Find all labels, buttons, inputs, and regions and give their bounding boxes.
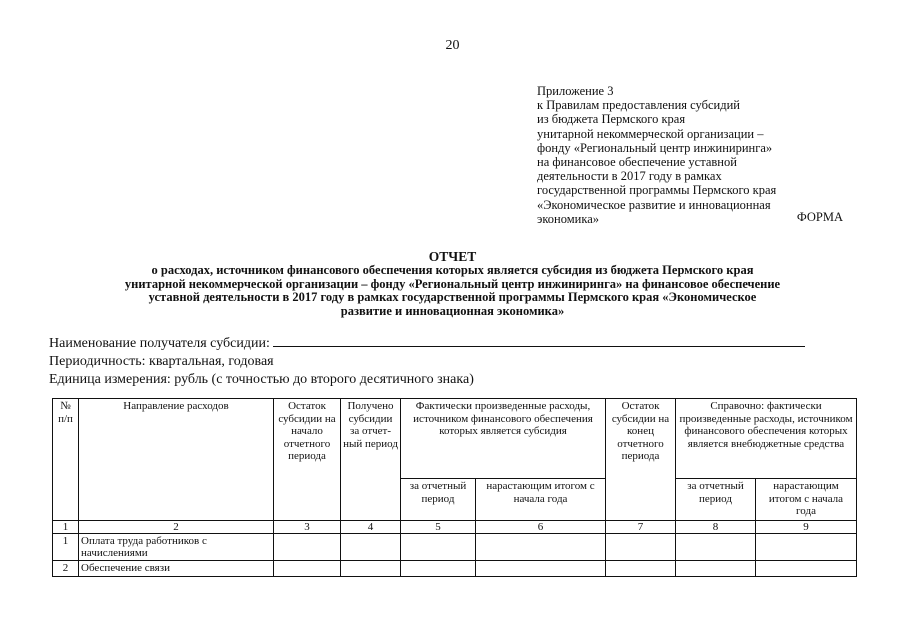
recipient-line xyxy=(49,333,849,353)
table-cell[interactable] xyxy=(606,534,676,561)
table-cell[interactable] xyxy=(341,561,401,577)
table-cell[interactable] xyxy=(401,561,476,577)
header-direction: Направление расходов xyxy=(79,399,274,521)
column-number: 3 xyxy=(274,521,341,534)
appendix-line: фонду «Региональный центр инжиниринга» xyxy=(537,140,773,155)
header-num: № п/п xyxy=(53,399,79,521)
report-subtitle-line: развитие и инновационная экономика» xyxy=(340,303,565,318)
recipient-blank-field[interactable] xyxy=(273,333,805,347)
appendix-line: деятельности в 2017 году в рамках xyxy=(537,169,722,184)
row-direction: Оплата труда работников с начислениями xyxy=(79,534,274,561)
page-number: 20 xyxy=(445,38,460,53)
column-number: 8 xyxy=(676,521,756,534)
header-actual-cumulative: нарастающим итогом с начала года xyxy=(476,479,606,521)
header-reference: Справочно: фактически произведенные расходы, источником финансового обеспечения которых является внебюджетные средства xyxy=(676,399,857,479)
table-cell[interactable] xyxy=(756,561,857,577)
header-balance-start: Остаток субсидии на начало отчетного периода xyxy=(274,399,341,521)
column-number: 2 xyxy=(79,521,274,534)
form-label: ФОРМА xyxy=(796,210,843,224)
appendix-line: на финансовое обеспечение уставной xyxy=(537,155,737,170)
unit-text: Единица измерения: рубль (с точностью до второго десятичного знака) xyxy=(49,372,474,387)
periodicity-text: Периодичность: квартальная, годовая xyxy=(49,354,274,369)
column-number: 9 xyxy=(756,521,857,534)
report-title-block xyxy=(40,249,865,318)
row-num: 1 xyxy=(53,534,79,561)
table-cell[interactable] xyxy=(606,561,676,577)
row-direction: Обеспечение связи xyxy=(79,561,274,577)
table-cell[interactable] xyxy=(476,561,606,577)
appendix-block xyxy=(537,84,867,226)
column-number: 4 xyxy=(341,521,401,534)
table-header-row xyxy=(53,399,857,479)
appendix-line: экономика» xyxy=(537,211,600,226)
header-received: Получено субсидии за отчет-ный период xyxy=(341,399,401,521)
table-cell[interactable] xyxy=(476,534,606,561)
table-row xyxy=(53,561,857,577)
header-ref-period: за отчетный период xyxy=(676,479,756,521)
row-num: 2 xyxy=(53,561,79,577)
appendix-line: «Экономическое развитие и инновационная xyxy=(537,197,771,212)
column-number: 6 xyxy=(476,521,606,534)
report-table xyxy=(52,398,857,577)
report-subtitle-line: о расходах, источником финансового обеспечения которых является субсидия из бюджета Пермского края xyxy=(151,263,754,277)
table-cell[interactable] xyxy=(401,534,476,561)
column-number: 1 xyxy=(53,521,79,534)
report-subtitle-line: унитарной некоммерческой организации – фонду «Региональный центр инжиниринга» на финансовое обеспечение xyxy=(124,276,781,291)
appendix-line: государственной программы Пермского края xyxy=(537,183,777,198)
header-ref-cumulative: нарастающим итогом с начала года xyxy=(756,479,857,521)
table-cell[interactable] xyxy=(676,561,756,577)
report-meta xyxy=(49,333,849,389)
appendix-line: унитарной некоммерческой организации – xyxy=(537,126,764,141)
header-actual-period: за отчетный период xyxy=(401,479,476,521)
table-cell[interactable] xyxy=(676,534,756,561)
table-cell[interactable] xyxy=(341,534,401,561)
report-title: ОТЧЕТ xyxy=(428,249,477,264)
table-row xyxy=(53,534,857,561)
column-number: 5 xyxy=(401,521,476,534)
appendix-line: к Правилам предоставления субсидий xyxy=(537,98,740,113)
column-number: 7 xyxy=(606,521,676,534)
header-balance-end: Остаток субсидии на конец отчетного периода xyxy=(606,399,676,521)
appendix-line: Приложение 3 xyxy=(537,84,614,98)
appendix-line: из бюджета Пермского края xyxy=(537,112,686,127)
table-cell[interactable] xyxy=(274,561,341,577)
report-subtitle-line: уставной деятельности в 2017 году в рамках государственной программы Пермского края «Экономическое xyxy=(148,290,757,304)
recipient-label: Наименование получателя субсидии: xyxy=(49,336,270,351)
column-number-row xyxy=(53,521,857,534)
table-cell[interactable] xyxy=(756,534,857,561)
header-actual: Фактически произведенные расходы, источником финансового обеспечения которых является субсидия xyxy=(401,399,606,479)
table-cell[interactable] xyxy=(274,534,341,561)
